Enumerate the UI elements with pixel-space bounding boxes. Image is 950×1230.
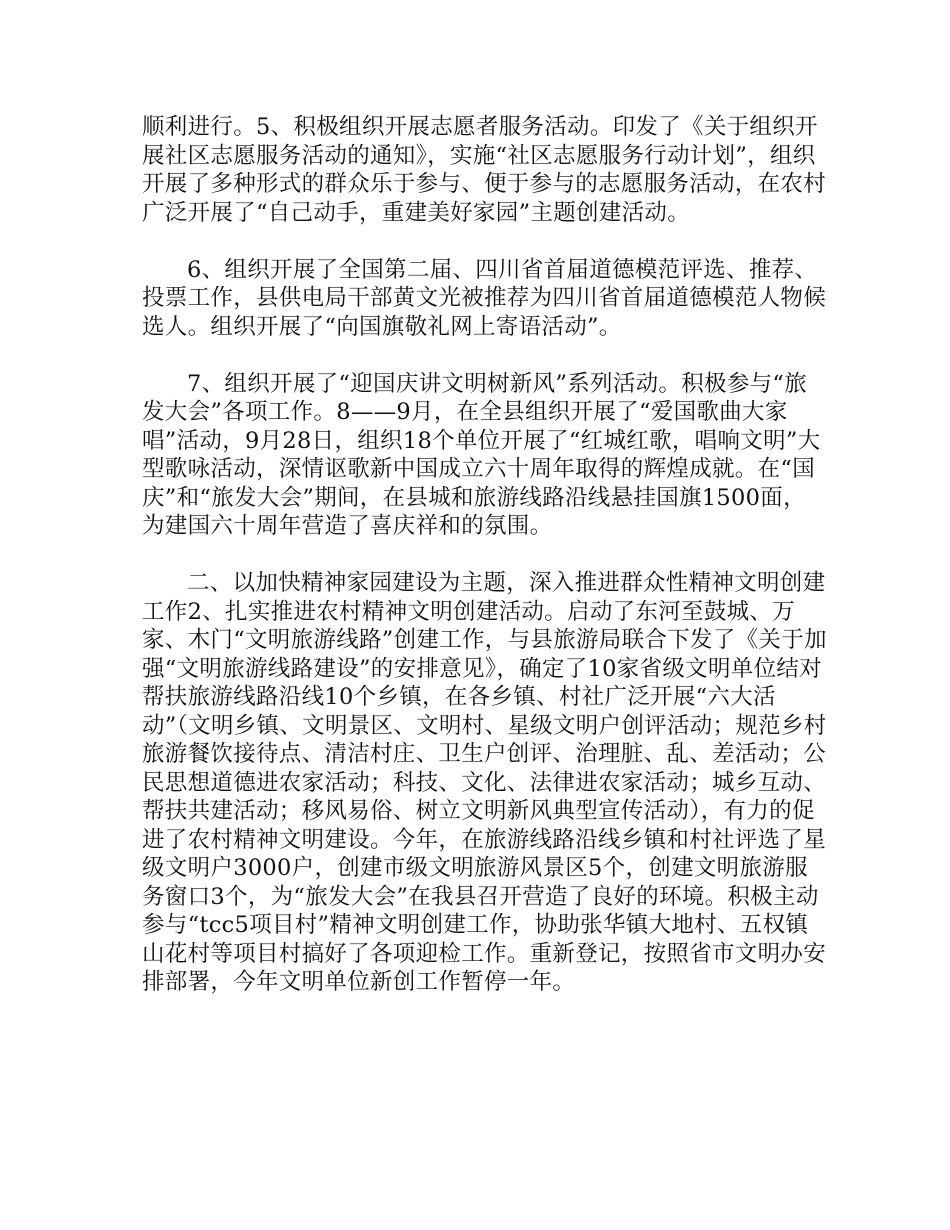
paragraph-section-2: 二、以加快精神家园建设为主题，深入推进群众性精神文明创建工作2、扎实推进农村精神文明创建活动。启动了东河至鼓城、万家、木门“文明旅游线路”创建工作，与县旅游局联合下发了《关于加强“文明旅游线路建设”的安排意见》，确定了10家省级文明单位结对帮扶旅游线路沿线10个乡镇，在各乡镇、村社广泛开展“六大活动”（文明乡镇、文明景区、文明村、星级文明户创评活动；规范乡村旅游餐饮接待点、清洁村庄、卫生户创评、治理脏、乱、差活动；公民思想道德进农家活动；科技、文化、法律进农家活动；城乡互动、帮扶共建活动；移风易俗、树立文明新风典型宣传活动），有力的促进了农村精神文明建设。今年，在旅游线路沿线乡镇和村社评选了星级文明户3000户，创建市级文明旅游风景区5个，创建文明旅游服务窗口3个，为“旅发大会”在我县召开营造了良好的环境。积极主动参与“tcc5项目村”精神文明创建工作，协助张华镇大地村、五权镇山花村等项目村搞好了各项迎检工作。重新登记，按照省市文明办安排部署，今年文明单位新创工作暂停一年。 <box>142 570 827 995</box>
paragraph-item-6: 6、组织开展了全国第二届、四川省首届道德模范评选、推荐、投票工作，县供电局干部黄文光被推荐为四川省首届道德模范人物候选人。组织开展了“向国旗敬礼网上寄语活动”。 <box>142 256 827 340</box>
document-body <box>142 113 827 1025</box>
paragraph-item-7: 7、组织开展了“迎国庆讲文明树新风”系列活动。积极参与“旅发大会”各项工作。8——9月，在全县组织开展了“爱国歌曲大家唱”活动，9月28日，组织18个单位开展了“红城红歌，唱响文明”大型歌咏活动，深情讴歌新中国成立六十周年取得的辉煌成就。在“国庆”和“旅发大会”期间，在县城和旅游线路沿线悬挂国旗1500面，为建国六十周年营造了喜庆祥和的氛围。 <box>142 370 821 539</box>
paragraph-continuation: 顺利进行。5、积极组织开展志愿者服务活动。印发了《关于组织开展社区志愿服务活动的通知》，实施“社区志愿服务行动计划”，组织开展了多种形式的群众乐于参与、便于参与的志愿服务活动，在农村广泛开展了“自己动手，重建美好家园”主题创建活动。 <box>142 114 827 226</box>
